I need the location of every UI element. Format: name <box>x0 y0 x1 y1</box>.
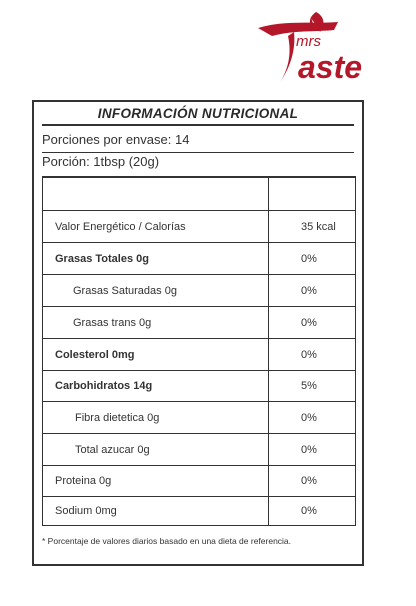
table-row <box>43 210 355 242</box>
title-divider <box>42 124 354 126</box>
nutrient-value: 0% <box>301 316 317 329</box>
nutrient-value: 5% <box>301 380 317 392</box>
nutrient-value: 0% <box>301 348 317 361</box>
svg-text:aste: aste <box>298 49 363 85</box>
serving-size: Porción: 1tbsp (20g) <box>42 154 160 169</box>
nutrient-table <box>42 176 356 526</box>
nutrient-name: Sodium 0mg <box>55 505 117 517</box>
mrs-taste-logo-icon <box>254 10 366 86</box>
nutrient-value: 0% <box>301 252 317 265</box>
table-row <box>43 401 355 433</box>
nutrition-facts-panel <box>32 100 364 566</box>
table-row <box>43 306 355 338</box>
nutrient-name: Total azucar 0g <box>75 443 150 456</box>
table-row <box>43 496 355 525</box>
nutrient-value: 0% <box>301 475 317 487</box>
nutrient-name: Fibra dietetica 0g <box>75 411 160 424</box>
table-row <box>43 242 355 274</box>
nutrient-name: Grasas Saturadas 0g <box>73 284 177 297</box>
nutrition-title: INFORMACIÓN NUTRICIONAL <box>97 106 299 121</box>
nutrient-name: Colesterol 0mg <box>55 348 135 361</box>
table-row <box>43 465 355 496</box>
nutrient-name: Grasas trans 0g <box>73 316 152 329</box>
nutrient-name: Grasas Totales 0g <box>55 252 149 265</box>
nutrient-name: Valor Energético / Calorías <box>55 220 186 233</box>
table-header-row <box>43 177 355 210</box>
nutrient-value: 0% <box>301 284 317 297</box>
svg-text:mrs: mrs <box>296 33 321 50</box>
nutrient-name: Proteina 0g <box>55 475 112 487</box>
daily-value-footnote: * Porcentaje de valores diarios basado en una dieta de referencia. <box>42 536 292 546</box>
nutrient-value: 0% <box>301 411 317 424</box>
table-row <box>43 274 355 306</box>
table-row <box>43 338 355 370</box>
nutrient-value: 35 kcal <box>301 220 336 233</box>
nutrient-value: 0% <box>301 505 317 517</box>
brand-logo <box>254 10 366 86</box>
table-row <box>43 433 355 465</box>
servings-per-container: Porciones por envase: 14 <box>42 132 190 147</box>
servings-divider <box>42 152 354 153</box>
nutrient-name: Carbohidratos 14g <box>55 380 153 392</box>
table-row <box>43 370 355 401</box>
nutrient-value: 0% <box>301 443 317 456</box>
